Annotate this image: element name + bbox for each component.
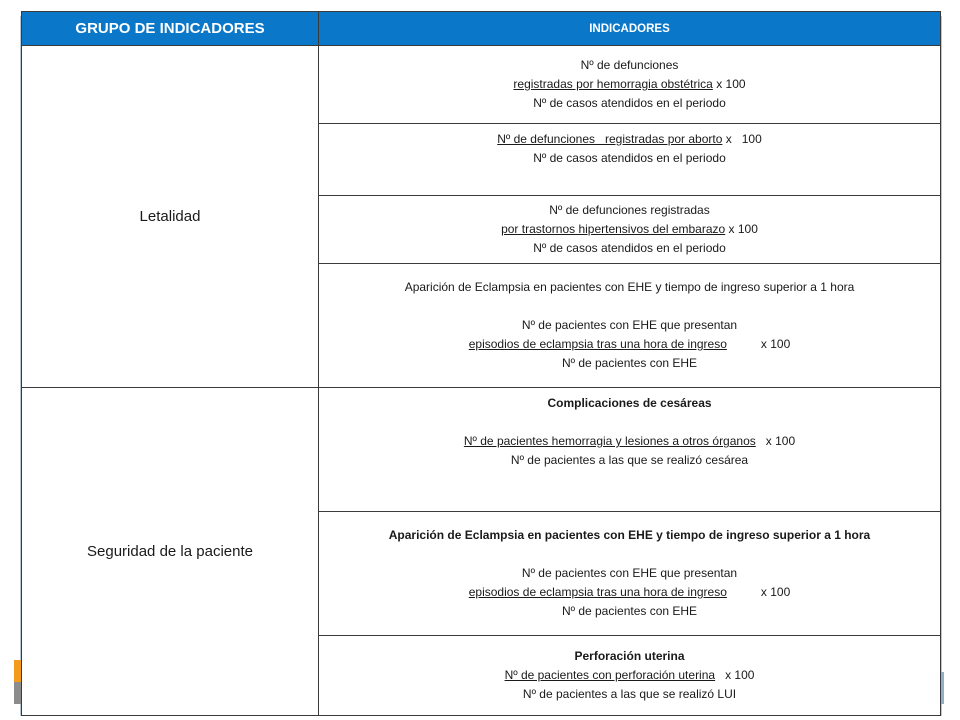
indicator-line: Nº de defunciones registradas <box>549 203 710 217</box>
indicator-numerator: Nº de defunciones registradas por aborto <box>497 132 723 146</box>
indicator-title: Aparición de Eclampsia en pacientes con EHE y tiempo de ingreso superior a 1 hora <box>404 280 855 294</box>
indicator-complicaciones-cesareas <box>319 388 941 512</box>
indicator-factor: x 100 <box>725 668 755 682</box>
group-letalidad: Letalidad <box>22 46 319 388</box>
group-seguridad-paciente: Seguridad de la paciente <box>22 388 319 716</box>
indicator-factor: x 100 <box>765 434 796 448</box>
indicator-formula-line <box>325 666 934 685</box>
table-row <box>22 46 941 124</box>
indicator-denominator: Nº de casos atendidos en el periodo <box>533 241 726 255</box>
indicator-factor: x 100 <box>725 132 762 146</box>
indicator-aborto <box>319 124 941 196</box>
indicator-title: Complicaciones de cesáreas <box>547 396 712 410</box>
indicator-line: Nº de pacientes con EHE que presentan <box>521 566 738 580</box>
indicator-factor: x 100 <box>760 585 791 599</box>
indicator-factor: x 100 <box>716 77 746 91</box>
header-group-of-indicators: GRUPO DE INDICADORES <box>22 12 319 46</box>
indicator-numerator: por trastornos hipertensivos del embarazo <box>501 222 726 236</box>
indicator-formula-line <box>325 130 934 149</box>
indicator-line: Nº de defunciones <box>580 58 679 72</box>
indicator-denominator: Nº de casos atendidos en el periodo <box>533 96 726 110</box>
indicator-denominator: Nº de pacientes con EHE <box>561 604 698 618</box>
indicator-numerator: Nº de pacientes hemorragia y lesiones a otros órganos <box>463 434 756 448</box>
indicator-formula-line <box>325 583 934 602</box>
table-header-row <box>22 12 941 46</box>
indicator-numerator: episodios de eclampsia tras una hora de ingreso <box>468 337 727 351</box>
indicator-formula-line <box>325 75 934 94</box>
indicator-title: Aparición de Eclampsia en pacientes con EHE y tiempo de ingreso superior a 1 hora <box>388 528 871 542</box>
indicator-denominator: Nº de pacientes con EHE <box>561 356 698 370</box>
indicator-formula-line <box>325 335 934 354</box>
header-indicators: INDICADORES <box>319 12 941 46</box>
indicator-numerator: registradas por hemorragia obstétrica <box>513 77 713 91</box>
indicator-title: Perforación uterina <box>574 649 685 663</box>
indicator-formula-line <box>325 432 934 451</box>
indicator-eclampsia-seguridad <box>319 512 941 636</box>
indicator-denominator: Nº de pacientes a las que se realizó LUI <box>522 687 737 701</box>
indicator-factor: x 100 <box>760 337 791 351</box>
table-row <box>22 388 941 512</box>
indicator-numerator: episodios de eclampsia tras una hora de ingreso <box>468 585 727 599</box>
indicator-eclampsia-letalidad <box>319 264 941 388</box>
indicator-trastornos-hipertensivos <box>319 196 941 264</box>
indicator-formula-line <box>325 220 934 239</box>
indicators-table <box>21 11 941 716</box>
indicator-denominator: Nº de casos atendidos en el periodo <box>533 151 726 165</box>
indicator-denominator: Nº de pacientes a las que se realizó cesárea <box>510 453 749 467</box>
indicator-numerator: Nº de pacientes con perforación uterina <box>504 668 716 682</box>
indicator-line: Nº de pacientes con EHE que presentan <box>521 318 738 332</box>
indicator-perforacion-uterina <box>319 636 941 716</box>
indicator-factor: x 100 <box>728 222 758 236</box>
indicator-hemorragia-obstetrica <box>319 46 941 124</box>
